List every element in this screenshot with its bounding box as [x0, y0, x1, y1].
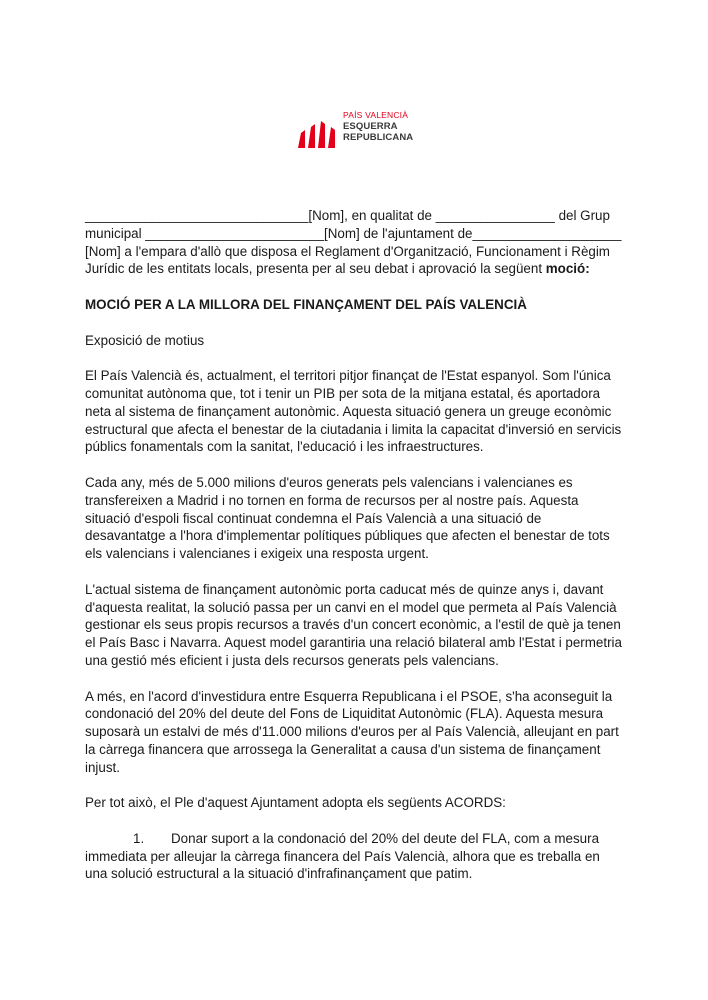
intro-motion-word: moció: — [545, 261, 590, 277]
agreement-first-line — [85, 830, 625, 848]
intro-paragraph — [85, 207, 625, 278]
paragraph-5: Per tot això, el Ple d'aquest Ajuntament adopta els següents ACORDS: — [85, 795, 506, 811]
intro-line-4 — [85, 260, 625, 278]
motion-title: MOCIÓ PER A LA MILLORA DEL FINANÇAMENT DEL PAÍS VALENCIÀ — [85, 296, 527, 312]
agreement-rest-text: immediata per alleujar la càrrega financera del País Valencià, alhora que es treballa en una solució estructural a la situació d'infrafinançament que patim. — [85, 848, 600, 882]
intro-line-4-text: Jurídic de les entitats locals, presenta per al seu debat i aprovació la següent — [85, 261, 546, 277]
agreement-number: 1. — [133, 830, 145, 846]
paragraph-1: El País Valencià és, actualment, el territori pitjor finançat de l'Estat espanyol. Som l'única comunitat autònoma que, tot i tenir un PIB per sota de la mitjana estatal, és aportadora neta al sistema de finançament autonòmic. Aquesta situació genera un greuge econòmic estructural que afecta el benestar de la ciutadania i limita la capacitat d'inversió en servicis públics fonamentals com la sanitat, l'educació i les infraestructures. — [85, 368, 622, 455]
agreement-item — [85, 830, 625, 883]
paragraph-2: Cada any, més de 5.000 milions d'euros generats pels valencians i valencianes es transfereixen a Madrid i no tornen en forma de recursos per al nostre país. Aquesta situació d'espoli fiscal continuat condemna el País Valencià a una situació de desavantatge a l'hora d'implementar polítiques públiques que afecten el benestar de tots els valencians i valencianes i exigeix una resposta urgent. — [85, 474, 610, 562]
party-logo — [296, 108, 426, 148]
paragraph-4: A més, en l'acord d'investidura entre Esquerra Republicana i el PSOE, s'ha aconseguit la condonació del 20% del deute del Fons de Liquiditat Autonòmic (FLA). Aquesta mesura suposarà un estalvi de més d'11.000 milions d'euros per al País Valencià, alleujant en part la càrrega financera que arrossega la Generalitat a causa d'un sistema de finançament injust. — [85, 688, 619, 775]
intro-line-2: municipal ________________________[Nom] de l'ajuntament de____________________ — [85, 225, 622, 241]
agreement-first-text: Donar suport a la condonació del 20% del deute del FLA, com a mesura — [171, 830, 600, 846]
logo-name-2: REPUBLICANA — [343, 132, 414, 143]
logo-name-1: ESQUERRA — [343, 121, 398, 132]
logo-stripes-icon — [296, 118, 336, 148]
logo-wordmark — [343, 110, 413, 143]
logo-region: PAÍS VALENCIÀ — [343, 110, 409, 120]
paragraph-3: L'actual sistema de finançament autonòmic porta caducat més de quinze anys i, davant d'aquesta realitat, la solució passa per un canvi en el model que permeta al País Valencià gestionar els seus propis recursos a través d'un concert econòmic, a l'estil de què ja tenen el País Basc i Navarra. Aquest model garantiria una relació bilateral amb l'Estat i permetria una gestió més eficient i justa dels recursos generats pels valencians. — [85, 581, 622, 668]
section-heading: Exposició de motius — [85, 332, 205, 348]
document-body — [85, 207, 625, 883]
intro-line-1: ______________________________[Nom], en qualitat de ________________ del Grup — [85, 208, 610, 223]
intro-line-3: [Nom] a l'empara d'allò que disposa el Reglament d'Organització, Funcionament i Règim — [85, 243, 610, 259]
